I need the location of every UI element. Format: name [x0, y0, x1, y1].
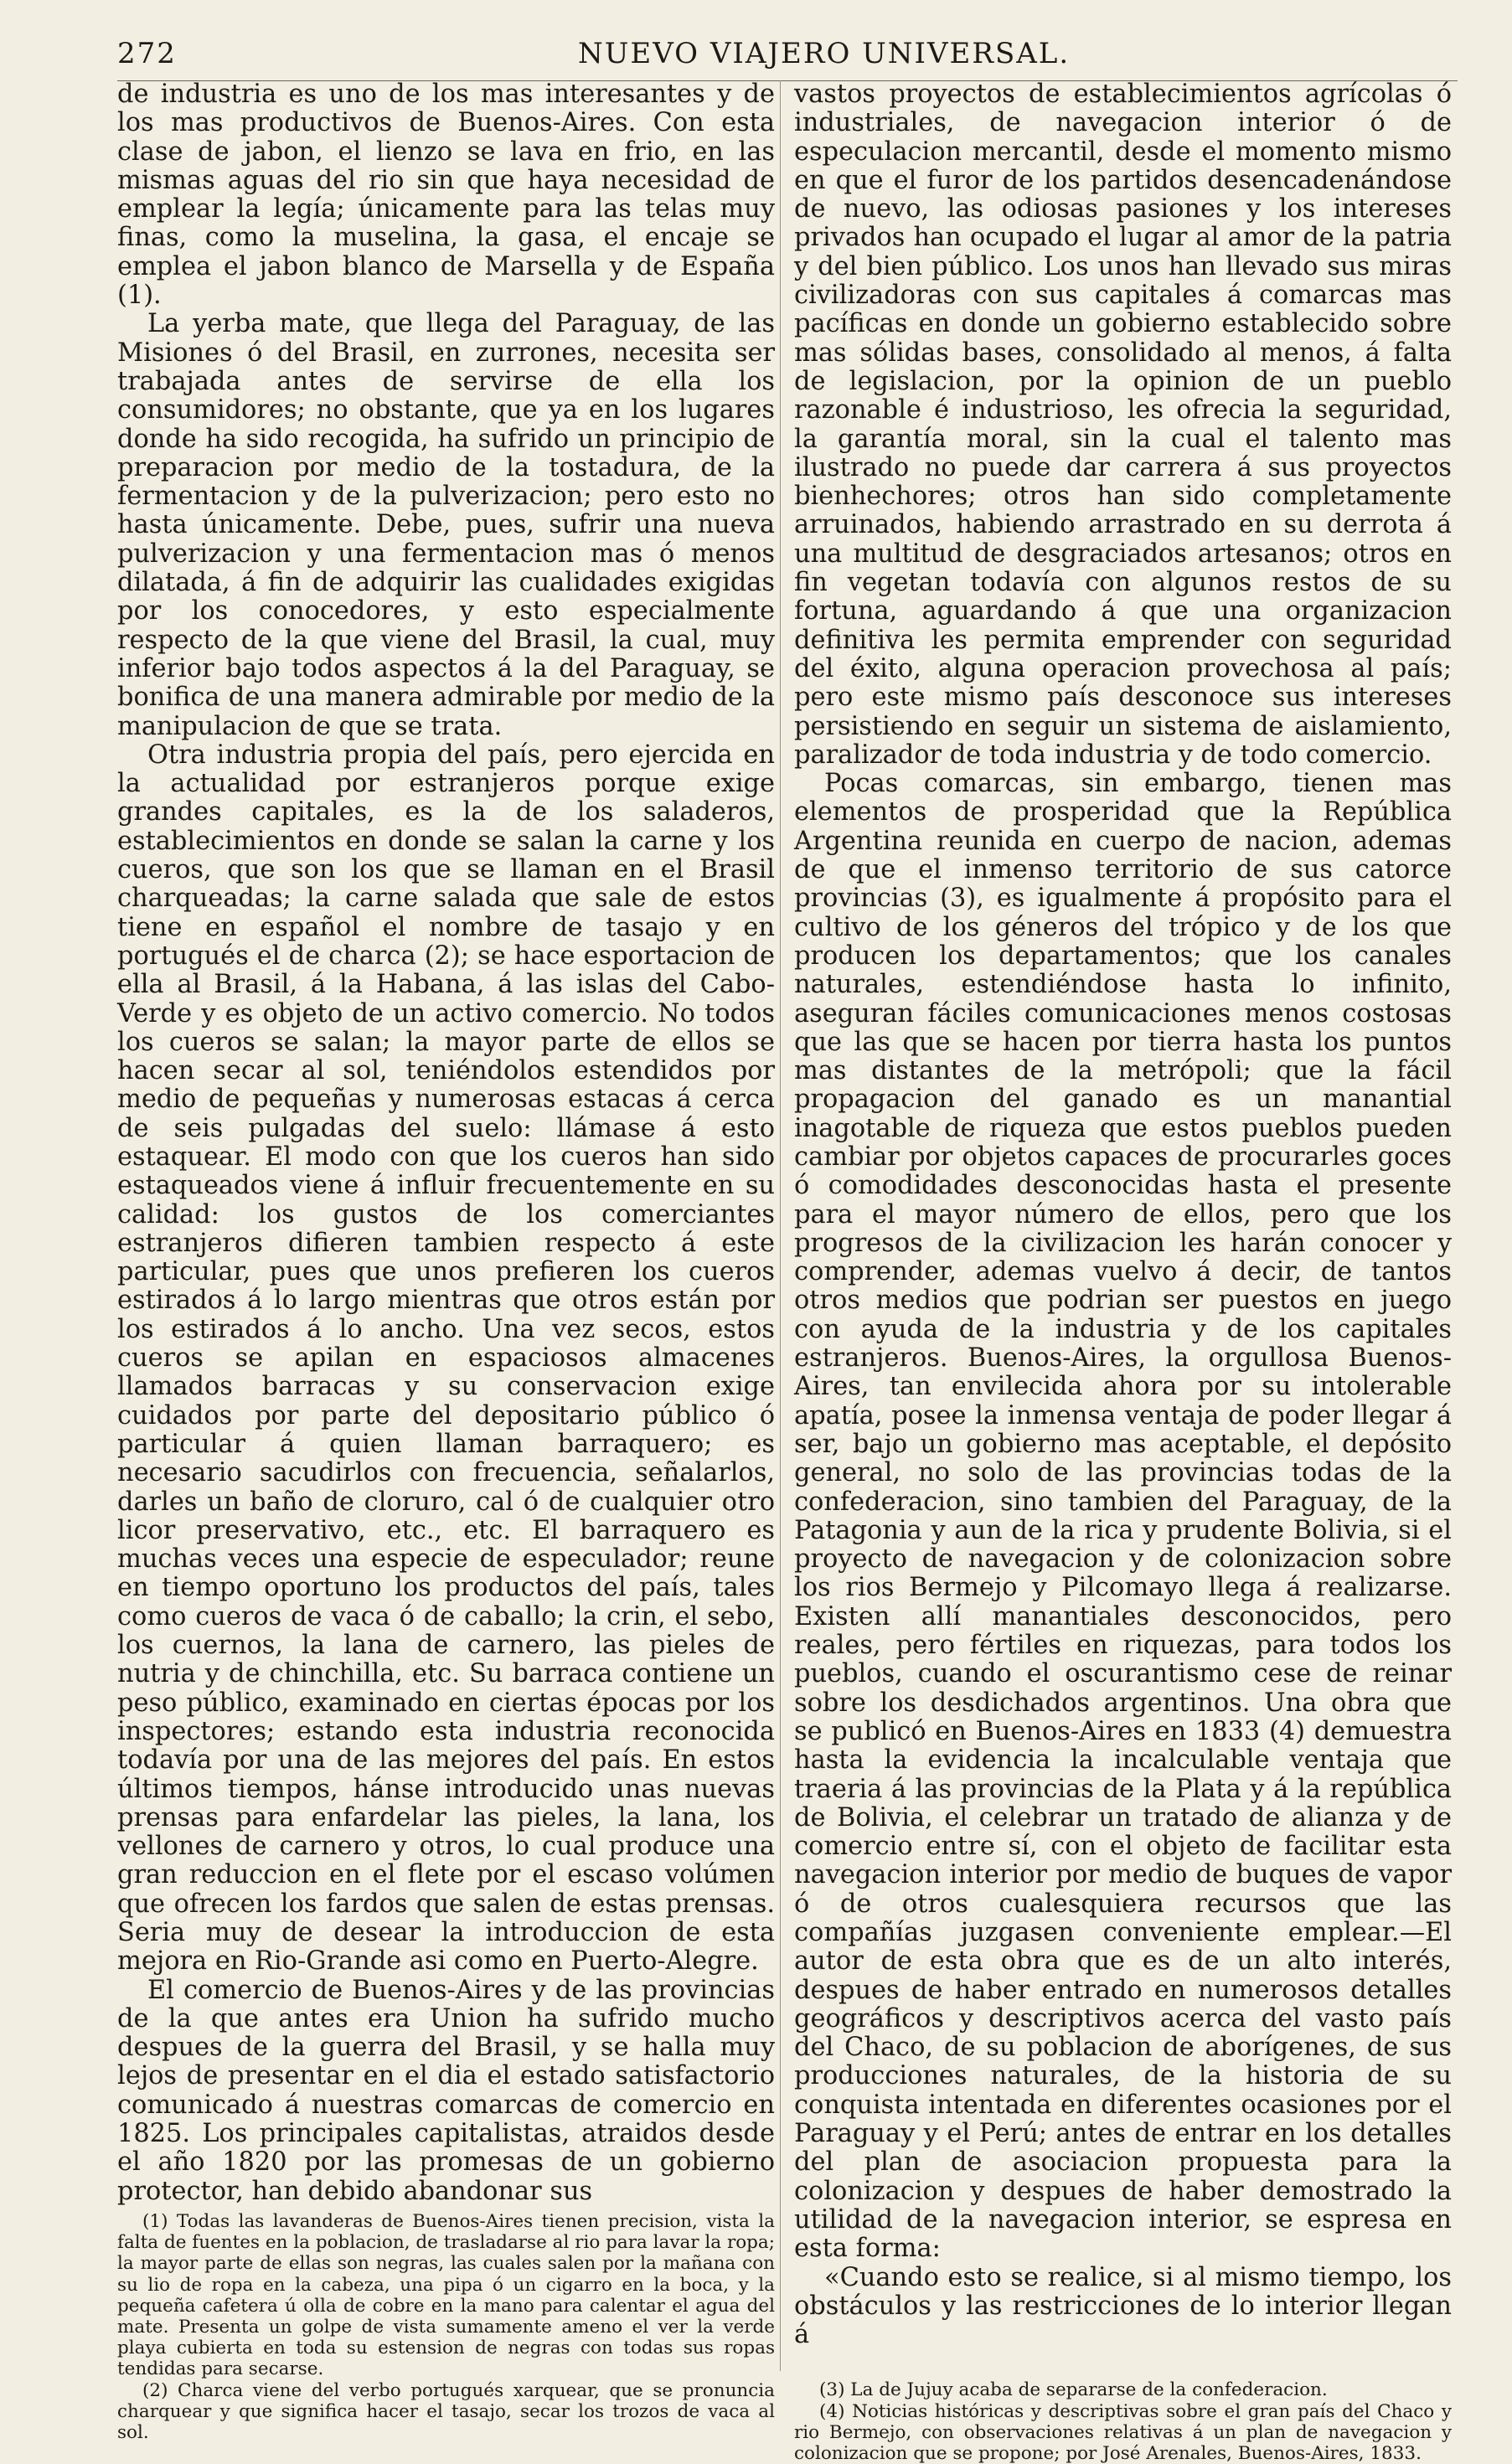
- footnote: (4) Noticias históricas y descriptivas sobre el gran país del Chaco y rio Bermejo, con observaciones relativas á un plan de navegacion y colonizacion que se propone; por José Arenales, Buenos-Aires, 1833.: [794, 2400, 1452, 2464]
- right-column: [794, 80, 1452, 2464]
- paragraph: «Cuando esto se realice, si al mismo tiempo, los obstáculos y las restricciones de lo interior llegan á: [794, 2262, 1452, 2350]
- column-divider: [780, 80, 781, 2371]
- paragraph: vastos proyectos de establecimientos agrícolas ó industriales, de navegacion interior ó de especulacion mercantil, desde el momento mismo en que el furor de los partidos desencadenándose de nuevo, las odiosas pasiones y los intereses privados han ocupado el lugar al amor de la patria y del bien público. Los unos han llevado sus miras civilizadoras con sus capitales á comarcas mas pacíficas en donde un gobierno establecido sobre mas sólidas bases, consolidado al menos, á falta de legislacion, por la opinion de un pueblo razonable é industrioso, les ofrecia la seguridad, la garantía moral, sin la cual el talento mas ilustrado no puede dar carrera á sus proyectos bienhechores; otros han sido completamente arruinados, habiendo arrastrado en su derrota á una multitud de desgraciados artesanos; otros en fin vegetan todavía con algunos restos de su fortuna, aguardando á que una organizacion definitiva les permita emprender con seguridad del éxito, alguna operacion provechosa al país; pero este mismo país desconoce sus intereses persistiendo en seguir un sistema de aislamiento, paralizador de toda industria y de todo comercio.: [794, 80, 1452, 770]
- footnotes-left: [117, 2211, 775, 2443]
- footnote: (2) Charca viene del verbo portugués xarquear, que se pronuncia charquear y que significa hacer el tasajo, secar los trozos de vaca al sol.: [117, 2379, 775, 2443]
- running-head: NUEVO VIAJERO UNIVERSAL.: [578, 37, 1071, 70]
- paragraph: Otra industria propia del país, pero ejercida en la actualidad por estranjeros porque exige grandes capitales, es la de los saladeros, establecimientos en donde se salan la carne y los cueros, que son los que se llaman en el Brasil charqueadas; la carne salada que sale de estos tiene en español el nombre de tasajo y en portugués el de charca (2); se hace esportacion de ella al Brasil, á la Habana, á las islas del Cabo-Verde y es objeto de un activo comercio. No todos los cueros se salan; la mayor parte de ellos se hacen secar al sol, teniéndolos estendidos por medio de pequeñas y numerosas estacas á cerca de seis pulgadas del suelo: llámase á esto estaquear. El modo con que los cueros han sido estaqueados viene á influir frecuentemente en su calidad: los gustos de los comerciantes estranjeros difieren tambien respecto á este particular, pues que unos prefieren los cueros estirados á lo largo mientras que otros están por los estirados á lo ancho. Una vez secos, estos cueros se apilan en espaciosos almacenes llamados barracas y su conservacion exige cuidados por parte del depositario público ó particular á quien llaman barraquero; es necesario sacudirlos con frecuencia, señalarlos, darles un baño de cloruro, cal ó de cualquier otro licor preservativo, etc., etc. El barraquero es muchas veces una especie de especulador; reune en tiempo oportuno los productos del país, tales como cueros de vaca ó de caballo; la crin, el sebo, los cuernos, la lana de carnero, las pieles de nutria y de chinchilla, etc. Su barraca contiene un peso público, examinado en ciertas épocas por los inspectores; estando esta industria reconocida todavía por una de las mejores del país. En estos últimos tiempos, hánse introducido unas nuevas prensas para enfardelar las pieles, la lana, los vellones de carnero y otros, lo cual produce una gran reduccion en el flete por el escaso volúmen que ofrecen los fardos que salen de estas prensas. Seria muy de desear la introduccion de esta mejora en Rio-Grande asi como en Puerto-Alegre.: [117, 740, 775, 1977]
- footnotes-right: [794, 2379, 1452, 2464]
- paragraph: Pocas comarcas, sin embargo, tienen mas elementos de prosperidad que la República Argentina reunida en cuerpo de nacion, ademas de que el inmenso territorio de sus catorce provincias (3), es igualmente á propósito para el cultivo de los géneros del trópico y de los que producen los departamentos; que los canales naturales, estendiéndose hasta lo infinito, aseguran fáciles comunicaciones menos costosas que las que se hacen por tierra hasta los puntos mas distantes de la metrópoli; que la fácil propagacion del ganado es un manantial inagotable de riqueza que estos pueblos pueden cambiar por objetos capaces de procurarles goces ó comodidades desconocidas hasta el presente para el mayor número de ellos, pero que los progresos de la civilizacion les harán conocer y comprender, ademas vuelvo á decir, de tantos otros medios que podrian ser puestos en juego con ayuda de la industria y de los capitales estranjeros. Buenos-Aires, la orgullosa Buenos-Aires, tan envilecida ahora por su intolerable apatía, posee la inmensa ventaja de poder llegar á ser, bajo un gobierno mas aceptable, el depósito general, no solo de las provincias todas de la confederacion, sino tambien del Paraguay, de la Patagonia y aun de la rica y prudente Bolivia, si el proyecto de navegacion y de colonizacion sobre los rios Bermejo y Pilcomayo llega á realizarse. Existen allí manantiales desconocidos, pero reales, pero fértiles en riquezas, para todos los pueblos, cuando el oscurantismo cese de reinar sobre los desdichados argentinos. Una obra que se publicó en Buenos-Aires en 1833 (4) demuestra hasta la evidencia la incalculable ventaja que traeria á las provincias de la Plata y á la república de Bolivia, el celebrar un tratado de alianza y de comercio entre sí, con el objeto de facilitar esta navegacion interior por medio de buques de vapor ó de otros cualesquiera recursos que las compañías juzgasen conveniente emplear.—El autor de esta obra que es de un alto interés, despues de haber entrado en numerosos detalles geográficos y descriptivos acerca del vasto país del Chaco, de su poblacion de aborígenes, de sus producciones naturales, de la historia de su conquista intentada en diferentes ocasiones por el Paraguay y el Perú; antes de entrar en los detalles del plan de asociacion propuesta para la colonizacion y despues de haber demostrado la utilidad de la navegacion interior, se espresa en esta forma:: [794, 769, 1452, 2264]
- paragraph: de industria es uno de los mas interesantes y de los mas productivos de Buenos-Aires. Con esta clase de jabon, el lienzo se lava en frio, en las mismas aguas del rio sin que haya necesidad de emplear la legía; únicamente para las telas muy finas, como la muselina, la gasa, el encaje se emplea el jabon blanco de Marsella y de España (1).: [117, 80, 775, 311]
- left-column: [117, 80, 775, 2443]
- page-number: 272: [117, 37, 177, 70]
- paragraph: El comercio de Buenos-Aires y de las provincias de la que antes era Union ha sufrido mucho despues de la guerra del Brasil, y se halla muy lejos de presentar en el dia el estado satisfactorio comunicado á nuestras comarcas de comercio en 1825. Los principales capitalistas, atraidos desde el año 1820 por las promesas de un gobierno protector, han debido abandonar sus: [117, 1975, 775, 2206]
- paragraph: La yerba mate, que llega del Paraguay, de las Misiones ó del Brasil, en zurrones, necesita ser trabajada antes de servirse de ella los consumidores; no obstante, que ya en los lugares donde ha sido recogida, ha sufrido un principio de preparacion por medio de la tostadura, de la fermentacion y de la pulverizacion; pero esto no hasta únicamente. Debe, pues, sufrir una nueva pulverizacion y una fermentacion mas ó menos dilatada, á fin de adquirir las cualidades exigidas por los conocedores, y esto especialmente respecto de la que viene del Brasil, la cual, muy inferior bajo todos aspectos á la del Paraguay, se bonifica de una manera admirable por medio de la manipulacion de que se trata.: [117, 309, 775, 741]
- footnote: (3) La de Jujuy acaba de separarse de la confederacion.: [819, 2379, 1328, 2401]
- footnote-separator: [794, 2349, 1452, 2374]
- footnote: (1) Todas las lavanderas de Buenos-Aires tienen precision, vista la falta de fuentes en la poblacion, de trasladarse al rio para lavar la ropa; la mayor parte de ellas son negras, las cuales salen por la mañana con su lio de ropa en la cabeza, una pipa ó un cigarro en la boca, y la pequeña cafetera ú olla de cobre en la mano para calentar el agua del mate. Presenta un golpe de vista sumamente ameno el ver la verde playa cubierta en toda su estension de negras con todas sus ropas tendidas para secarse.: [117, 2210, 775, 2380]
- page-header: [117, 37, 1458, 84]
